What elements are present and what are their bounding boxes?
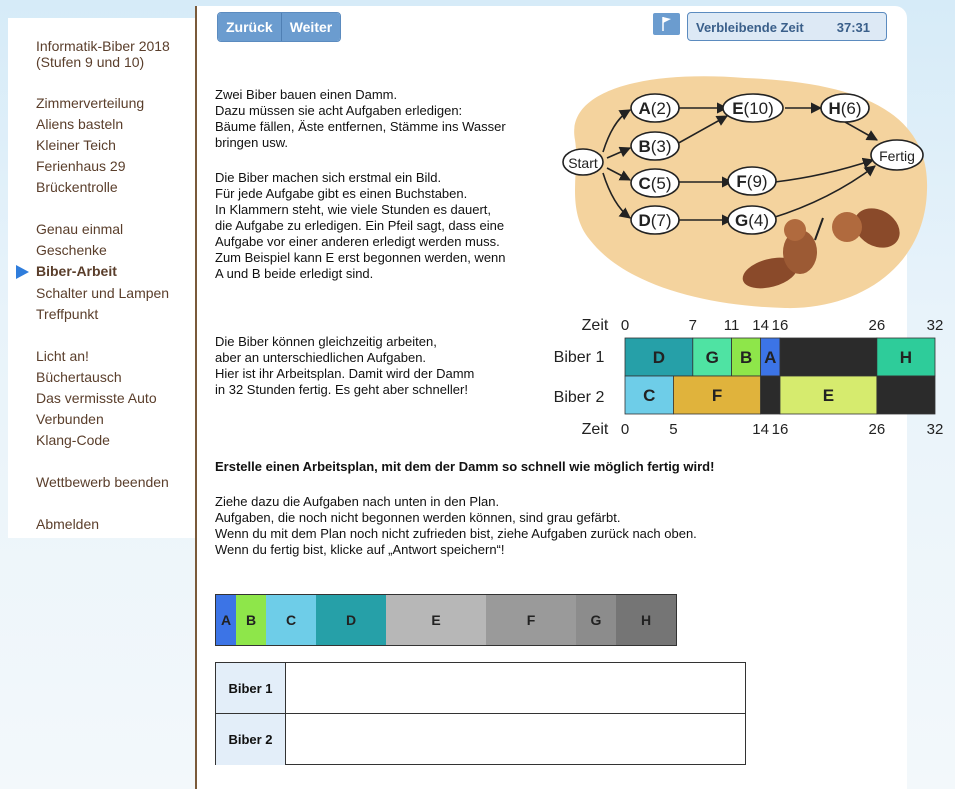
flag-icon (653, 13, 680, 35)
plan-tick-bottom: 14 (752, 421, 769, 438)
sidebar-item-4[interactable]: Brückentrolle (36, 179, 118, 195)
plan-tick-bottom: 5 (669, 421, 678, 438)
svg-text:D(7): D(7) (638, 211, 672, 230)
p2-line: Die Biber machen sich erstmal ein Bild. (215, 170, 442, 185)
p4-line: Wenn du mit dem Plan noch nicht zufrieden bist, ziehe Aufgaben zurück nach oben. (215, 526, 697, 541)
remaining-time (687, 12, 887, 41)
p2-line: A und B beide erledigt sind. (215, 266, 374, 281)
plan-tick-top: 7 (688, 317, 697, 334)
svg-text:A(2): A(2) (638, 99, 672, 118)
p3-line: in 32 Stunden fertig. Es geht aber schneller! (215, 382, 468, 397)
svg-text:Fertig: Fertig (879, 148, 915, 164)
answer-row-biber1[interactable] (216, 663, 745, 714)
plan-tick-top: 14 (752, 317, 769, 334)
graph-node-f (728, 167, 776, 195)
sidebar-item-8[interactable]: Schalter und Lampen (36, 285, 170, 301)
graph-node-c (631, 169, 679, 197)
svg-text:H(6): H(6) (828, 99, 862, 118)
plan-tick-top: 26 (868, 317, 886, 334)
svg-text:Start: Start (568, 155, 598, 171)
plan-time-label-top: Zeit (581, 317, 609, 334)
sidebar-item-0[interactable]: Zimmerverteilung (36, 95, 145, 111)
p4-line: Aufgaben, die noch nicht begonnen werden können, sind grau gefärbt. (215, 510, 621, 525)
current-task-arrow-icon (16, 265, 29, 279)
plan-biber1-block-label: B (739, 348, 753, 367)
plan-biber1-block-idle (780, 338, 877, 376)
plan-tick-top: 16 (771, 317, 789, 334)
sidebar-item-16[interactable]: Abmelden (36, 516, 100, 532)
graph-node-end (871, 140, 923, 170)
p1-line: bringen usw. (215, 135, 288, 150)
sidebar-item-13[interactable]: Verbunden (36, 411, 104, 427)
p2-line: Für jede Aufgabe gibt es einen Buchstaben. (215, 186, 468, 201)
svg-text:E(10): E(10) (732, 99, 774, 118)
plan-biber2-block-label: F (711, 386, 723, 405)
back-button[interactable]: Zurück (218, 13, 281, 41)
work-plan-chart (545, 312, 945, 442)
p2-line: Zum Beispiel kann E erst begonnen werden, wenn (215, 250, 506, 265)
task-tile-g[interactable]: G (576, 595, 616, 645)
plan-paragraph (215, 334, 474, 398)
answer-row-label: Biber 2 (216, 714, 286, 765)
plan-tick-bottom: 0 (620, 421, 630, 438)
sidebar-item-1[interactable]: Aliens basteln (36, 116, 124, 132)
sidebar-item-2[interactable]: Kleiner Teich (36, 137, 116, 153)
graph-node-h (821, 94, 869, 122)
sidebar-item-10[interactable]: Licht an! (36, 348, 89, 364)
p2-line: In Klammern steht, wie viele Stunden es dauert, (215, 202, 492, 217)
explanation-paragraph (215, 170, 506, 282)
plan-row-label-biber2: Biber 2 (553, 389, 605, 406)
plan-tick-top: 11 (723, 317, 740, 334)
graph-node-g (728, 206, 776, 234)
p3-line: aber an unterschiedlichen Aufgaben. (215, 350, 427, 365)
answer-row-biber2[interactable] (216, 714, 745, 765)
p4-line: Wenn du fertig bist, klicke auf „Antwort speichern“! (215, 542, 505, 557)
plan-tick-bottom: 26 (868, 421, 886, 438)
sidebar-item-11[interactable]: Büchertausch (36, 369, 122, 385)
p3-line: Hier ist ihr Arbeitsplan. Damit wird der Damm (215, 366, 475, 381)
graph-node-a (631, 94, 679, 122)
plan-biber2-block-label: E (822, 386, 835, 405)
plan-biber1-block-label: A (764, 348, 777, 367)
sidebar-item-15[interactable]: Wettbewerb beenden (36, 474, 169, 490)
sidebar-item-12[interactable]: Das vermisste Auto (36, 390, 157, 406)
sidebar-title-sub: (Stufen 9 und 10) (36, 54, 145, 70)
task-tile-f[interactable]: F (486, 595, 576, 645)
sidebar-item-14[interactable]: Klang-Code (36, 432, 110, 448)
graph-node-d (631, 206, 679, 234)
answer-row-label: Biber 1 (216, 663, 286, 713)
sidebar-item-9[interactable]: Treffpunkt (36, 306, 99, 322)
task-heading: Erstelle einen Arbeitsplan, mit dem der Damm so schnell wie möglich fertig wird! (215, 459, 715, 474)
timer-label: Verbleibende Zeit (696, 20, 804, 35)
sidebar (8, 18, 195, 538)
plan-tick-bottom: 32 (926, 421, 944, 438)
p1-line: Dazu müssen sie acht Aufgaben erledigen: (215, 103, 463, 118)
sidebar-title: Informatik-Biber 2018 (36, 38, 170, 54)
answer-plan (215, 662, 746, 765)
p2-line: Aufgabe vor einer anderen erledigt werden muss. (215, 234, 500, 249)
svg-text:F(9): F(9) (736, 172, 768, 191)
dependency-graph (555, 70, 933, 315)
sidebar-item-6[interactable]: Geschenke (36, 242, 107, 258)
flag-button[interactable] (653, 13, 680, 35)
timer-value: 37:31 (836, 20, 870, 35)
task-tile-b[interactable]: B (236, 595, 266, 645)
svg-text:C(5): C(5) (638, 174, 672, 193)
task-palette (215, 594, 677, 646)
plan-biber2-block-idle (877, 376, 935, 414)
svg-text:B(3): B(3) (638, 137, 672, 156)
next-button[interactable]: Weiter (281, 13, 341, 41)
plan-tick-bottom: 16 (771, 421, 789, 438)
plan-row-label-biber1: Biber 1 (553, 349, 605, 366)
sidebar-item-7[interactable]: Biber-Arbeit (36, 263, 117, 279)
instructions-paragraph (215, 494, 697, 558)
graph-node-e (723, 94, 783, 122)
p1-line: Zwei Biber bauen einen Damm. (215, 87, 398, 102)
plan-biber1-block-label: D (652, 348, 666, 367)
graph-node-b (631, 132, 679, 160)
plan-biber2-block-idle (761, 376, 780, 414)
sidebar-item-5[interactable]: Genau einmal (36, 221, 124, 237)
task-tile-a[interactable]: A (216, 595, 236, 645)
intro-paragraph (215, 87, 506, 151)
plan-biber1-block-label: G (705, 348, 719, 367)
plan-biber2-block-label: C (643, 386, 656, 405)
svg-text:G(4): G(4) (734, 211, 770, 230)
p3-line: Die Biber können gleichzeitig arbeiten, (215, 334, 437, 349)
p2-line: die Aufgabe zu erledigen. Ein Pfeil sagt, dass eine (215, 218, 505, 233)
plan-tick-top: 0 (620, 317, 630, 334)
plan-biber1-block-label: H (899, 348, 913, 367)
plan-time-label-bottom: Zeit (581, 421, 609, 438)
task-tile-h[interactable]: H (616, 595, 676, 645)
plan-tick-top: 32 (926, 317, 944, 334)
graph-node-start (563, 149, 603, 175)
p4-line: Ziehe dazu die Aufgaben nach unten in den Plan. (215, 494, 500, 509)
task-tile-c[interactable]: C (266, 595, 316, 645)
sidebar-item-3[interactable]: Ferienhaus 29 (36, 158, 126, 174)
p1-line: Bäume fällen, Äste entfernen, Stämme ins Wasser (215, 119, 506, 134)
task-tile-e[interactable]: E (386, 595, 486, 645)
nav-buttons (217, 12, 341, 42)
task-tile-d[interactable]: D (316, 595, 386, 645)
